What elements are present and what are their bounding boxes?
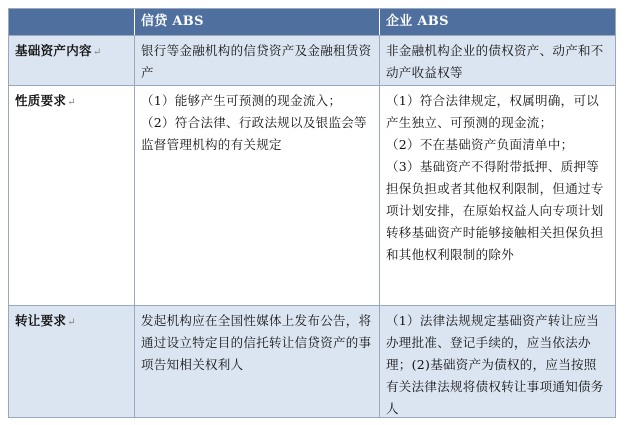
paragraph: （1）符合法律规定，权属明确，可以产生独立、可预测的现金流；: [386, 93, 600, 130]
row-label-text: 转让要求: [15, 313, 67, 328]
row-label-nature-requirements: [9, 86, 134, 305]
table-row-underlying-assets: [9, 35, 615, 85]
row-label-text: 性质要求: [15, 93, 67, 108]
table-header-row: [9, 9, 615, 35]
row-label-underlying-assets: [9, 36, 134, 85]
cell-credit-underlying-assets: 银行等金融机构的信贷资产及金融租赁资产: [134, 36, 379, 85]
paragraph: （2）不在基础资产负面清单中；: [386, 137, 574, 152]
cell-enterprise-nature-requirements: [379, 86, 615, 305]
row-label-text: 基础资产内容: [15, 43, 92, 58]
paragraph: （1）能够产生可预测的现金流入；: [141, 93, 342, 108]
table-row-nature-requirements: [9, 85, 615, 305]
cell-enterprise-transfer-requirements: （1）法律法规规定基础资产转让应当办理批准、登记手续的，应当依法办理；(2)基础资产为债权的，应当按照有关法律法规将债权转让事项通知债务人: [379, 306, 615, 417]
cell-credit-nature-requirements: [134, 86, 379, 305]
header-cell-enterprise-abs: 企业 ABS: [379, 9, 615, 35]
paragraph: （2）符合法律、行政法规以及银监会等监督管理机构的有关规定: [141, 115, 367, 152]
paragraph: （3）基础资产不得附带抵押、质押等担保负担或者其他权利限制，但通过专项计划安排，在原始权益人向专项计划转移基础资产时能够接触相关担保负担和其他权利限制的除外: [386, 159, 604, 262]
table-row-transfer-requirements: [9, 305, 615, 417]
header-cell-credit-abs: 信贷 ABS: [134, 9, 379, 35]
cell-end-mark: ↵: [92, 47, 102, 58]
header-cell-empty: [9, 9, 134, 35]
comparison-table: [8, 8, 616, 418]
cell-credit-transfer-requirements: 发起机构应在全国性媒体上发布公告，将通过设立特定目的信托转让信贷资产的事项告知相关权利人: [134, 306, 379, 417]
cell-end-mark: ↵: [67, 317, 76, 328]
row-label-transfer-requirements: [9, 306, 134, 417]
cell-end-mark: ↵: [67, 97, 76, 108]
cell-enterprise-underlying-assets: 非金融机构企业的债权资产、动产和不动产收益权等: [379, 36, 615, 85]
